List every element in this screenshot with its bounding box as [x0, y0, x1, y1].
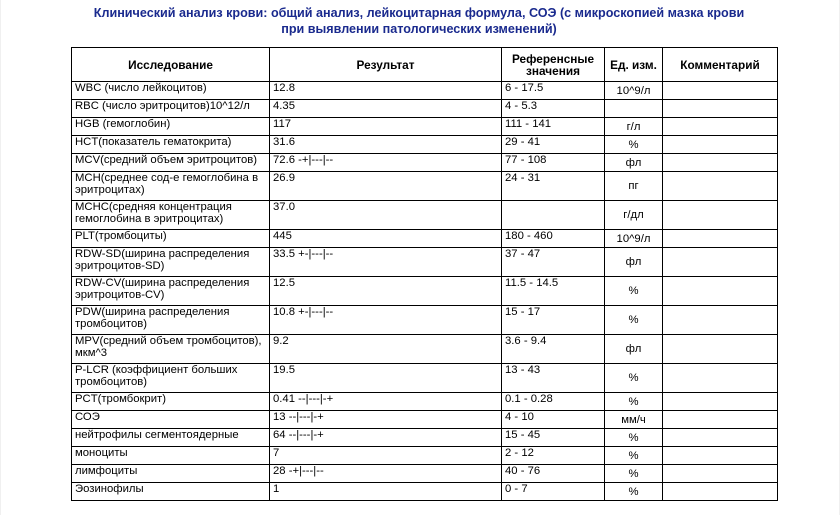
unit-cell: % — [605, 465, 663, 483]
header-unit: Ед. изм. — [605, 48, 663, 82]
reference-cell: 3.6 - 9.4 — [502, 335, 605, 364]
table-row — [72, 411, 778, 429]
unit-cell: фл — [605, 154, 663, 172]
comment-cell — [663, 154, 778, 172]
unit-cell: г/л — [605, 118, 663, 136]
comment-cell — [663, 248, 778, 277]
comment-cell — [663, 172, 778, 201]
test-name-cell: RDW-CV(ширина распределения эритроцитов-CV) — [72, 277, 270, 306]
reference-cell: 6 - 17.5 — [502, 82, 605, 100]
comment-cell — [663, 136, 778, 154]
test-name-cell: WBC (число лейкоцитов) — [72, 82, 270, 100]
test-name-cell: RBC (число эритроцитов)10^12/л — [72, 100, 270, 118]
result-cell: 72.6 -+|---|-- — [270, 154, 502, 172]
comment-cell — [663, 411, 778, 429]
table-row — [72, 277, 778, 306]
page-title-line-2: при выявлении патологических изменений) — [281, 22, 557, 36]
result-cell: 19.5 — [270, 364, 502, 393]
test-name-cell: MCV(средний объем эритроцитов) — [72, 154, 270, 172]
page-title-line-1: Клинический анализ крови: общий анализ, лейкоцитарная формула, СОЭ (с микроскопией мазка крови — [93, 6, 745, 20]
result-cell: 12.5 — [270, 277, 502, 306]
comment-cell — [663, 201, 778, 230]
table-row — [72, 248, 778, 277]
reference-cell: 4 - 5.3 — [502, 100, 605, 118]
test-name-cell: RDW-SD(ширина распределения эритроцитов-SD) — [72, 248, 270, 277]
test-name-cell: PLT(тромбоциты) — [72, 230, 270, 248]
unit-cell: пг — [605, 172, 663, 201]
unit-cell: г/дл — [605, 201, 663, 230]
table-row — [72, 118, 778, 136]
reference-cell: 40 - 76 — [502, 465, 605, 483]
reference-cell: 0 - 7 — [502, 483, 605, 501]
page-edge — [0, 0, 1, 515]
result-cell: 0.41 --|---|-+ — [270, 393, 502, 411]
comment-cell — [663, 118, 778, 136]
test-name-cell: HGB (гемоглобин) — [72, 118, 270, 136]
comment-cell — [663, 82, 778, 100]
table-row — [72, 465, 778, 483]
table-row — [72, 201, 778, 230]
unit-cell: % — [605, 393, 663, 411]
result-cell: 64 --|---|-+ — [270, 429, 502, 447]
table-row — [72, 429, 778, 447]
test-name-cell: лимфоциты — [72, 465, 270, 483]
comment-cell — [663, 393, 778, 411]
result-cell: 4.35 — [270, 100, 502, 118]
test-name-cell: нейтрофилы сегментоядерные — [72, 429, 270, 447]
test-name-cell: моноциты — [72, 447, 270, 465]
header-test: Исследование — [72, 48, 270, 82]
reference-cell: 29 - 41 — [502, 136, 605, 154]
test-name-cell: MCH(среднее сод-е гемоглобина в эритроцитах) — [72, 172, 270, 201]
test-name-cell: P-LCR (коэффициент больших тромбоцитов) — [72, 364, 270, 393]
test-name-cell: PDW(ширина распределения тромбоцитов) — [72, 306, 270, 335]
test-name-cell: Эозинофилы — [72, 483, 270, 501]
header-comment: Комментарий — [663, 48, 778, 82]
result-cell: 10.8 +-|---|-- — [270, 306, 502, 335]
unit-cell: % — [605, 136, 663, 154]
table-header-row — [72, 48, 778, 82]
reference-cell: 2 - 12 — [502, 447, 605, 465]
table-row — [72, 393, 778, 411]
result-cell: 28 -+|---|-- — [270, 465, 502, 483]
comment-cell — [663, 335, 778, 364]
test-name-cell: MCHC(средняя концентрация гемоглобина в эритроцитах) — [72, 201, 270, 230]
reference-cell: 24 - 31 — [502, 172, 605, 201]
page-title — [60, 5, 778, 37]
unit-cell: фл — [605, 335, 663, 364]
comment-cell — [663, 277, 778, 306]
comment-cell — [663, 364, 778, 393]
table-row — [72, 306, 778, 335]
result-cell: 9.2 — [270, 335, 502, 364]
unit-cell: % — [605, 364, 663, 393]
table-row — [72, 82, 778, 100]
result-cell: 1 — [270, 483, 502, 501]
comment-cell — [663, 100, 778, 118]
result-cell: 31.6 — [270, 136, 502, 154]
test-name-cell: СОЭ — [72, 411, 270, 429]
reference-cell: 0.1 - 0.28 — [502, 393, 605, 411]
unit-cell: фл — [605, 248, 663, 277]
unit-cell: % — [605, 447, 663, 465]
table-row — [72, 364, 778, 393]
header-reference: Референсные значения — [502, 48, 605, 82]
reference-cell: 15 - 45 — [502, 429, 605, 447]
result-cell: 12.8 — [270, 82, 502, 100]
unit-cell: % — [605, 277, 663, 306]
result-cell: 13 --|---|-+ — [270, 411, 502, 429]
results-table — [71, 47, 778, 501]
result-cell: 7 — [270, 447, 502, 465]
table-row — [72, 100, 778, 118]
table-body — [72, 82, 778, 501]
reference-cell: 111 - 141 — [502, 118, 605, 136]
test-name-cell: PCT(тромбокрит) — [72, 393, 270, 411]
comment-cell — [663, 230, 778, 248]
test-name-cell: HCT(показатель гематокрита) — [72, 136, 270, 154]
header-result: Результат — [270, 48, 502, 82]
result-cell: 26.9 — [270, 172, 502, 201]
comment-cell — [663, 483, 778, 501]
result-cell: 117 — [270, 118, 502, 136]
table-row — [72, 335, 778, 364]
table-row — [72, 136, 778, 154]
reference-cell: 4 - 10 — [502, 411, 605, 429]
unit-cell — [605, 100, 663, 118]
comment-cell — [663, 429, 778, 447]
unit-cell: % — [605, 429, 663, 447]
unit-cell: 10^9/л — [605, 230, 663, 248]
comment-cell — [663, 447, 778, 465]
table-row — [72, 230, 778, 248]
reference-cell: 11.5 - 14.5 — [502, 277, 605, 306]
unit-cell: % — [605, 306, 663, 335]
comment-cell — [663, 465, 778, 483]
reference-cell — [502, 201, 605, 230]
comment-cell — [663, 306, 778, 335]
reference-cell: 77 - 108 — [502, 154, 605, 172]
reference-cell: 180 - 460 — [502, 230, 605, 248]
unit-cell: % — [605, 483, 663, 501]
unit-cell: 10^9/л — [605, 82, 663, 100]
table-row — [72, 483, 778, 501]
table-row — [72, 154, 778, 172]
reference-cell: 15 - 17 — [502, 306, 605, 335]
unit-cell: мм/ч — [605, 411, 663, 429]
result-cell: 445 — [270, 230, 502, 248]
result-cell: 33.5 +-|---|-- — [270, 248, 502, 277]
table-row — [72, 447, 778, 465]
reference-cell: 37 - 47 — [502, 248, 605, 277]
test-name-cell: MPV(средний объем тромбоцитов), мкм^3 — [72, 335, 270, 364]
reference-cell: 13 - 43 — [502, 364, 605, 393]
table-row — [72, 172, 778, 201]
result-cell: 37.0 — [270, 201, 502, 230]
